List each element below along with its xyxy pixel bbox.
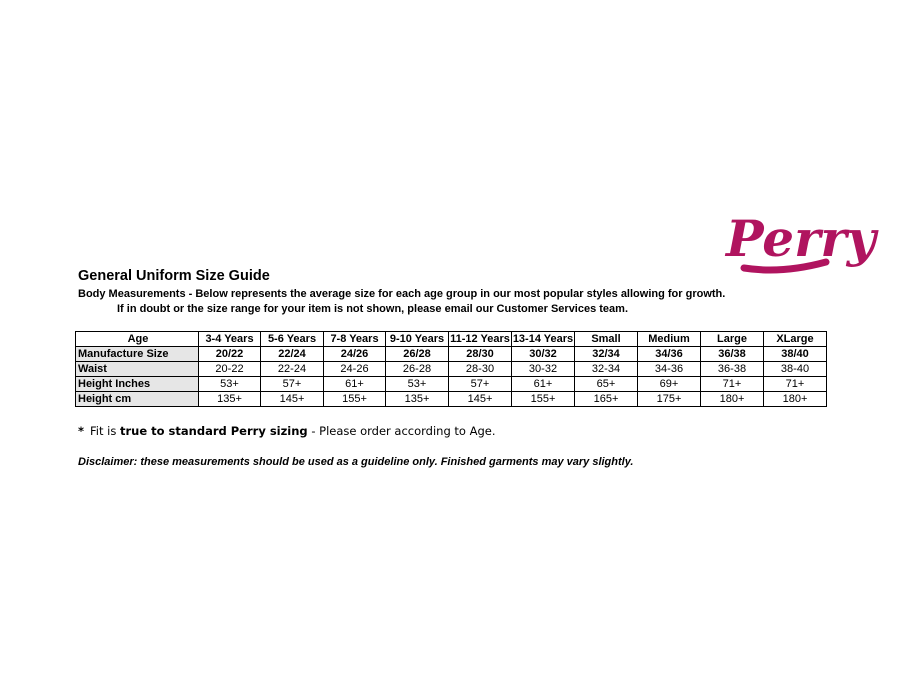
column-header: Large bbox=[701, 332, 764, 347]
table-cell: 155+ bbox=[512, 392, 575, 407]
perry-logo-icon bbox=[722, 198, 876, 280]
column-header: Small bbox=[575, 332, 638, 347]
column-header: XLarge bbox=[764, 332, 827, 347]
table-cell: 28-30 bbox=[449, 362, 512, 377]
table-cell: 34/36 bbox=[638, 347, 701, 362]
column-header: 9-10 Years bbox=[386, 332, 449, 347]
table-cell: 61+ bbox=[324, 377, 386, 392]
logo-text: Perry bbox=[726, 209, 876, 268]
note-bullet: * bbox=[78, 424, 85, 438]
table-cell: 69+ bbox=[638, 377, 701, 392]
note-suffix: - Please order according to Age. bbox=[307, 424, 496, 438]
note-bold: true to standard Perry sizing bbox=[120, 424, 308, 438]
table-cell: 38-40 bbox=[764, 362, 827, 377]
page-subtitle: Body Measurements - Below represents the average size for each age group in our most popular styles allowing for growth. bbox=[78, 288, 726, 300]
table-cell: 53+ bbox=[199, 377, 261, 392]
table-cell: 32-34 bbox=[575, 362, 638, 377]
table-cell: 30/32 bbox=[512, 347, 575, 362]
table-cell: 71+ bbox=[764, 377, 827, 392]
column-header: 5-6 Years bbox=[261, 332, 324, 347]
table-cell: 32/34 bbox=[575, 347, 638, 362]
table-cell: 57+ bbox=[261, 377, 324, 392]
table-header-row bbox=[76, 332, 827, 347]
table-cell: 30-32 bbox=[512, 362, 575, 377]
table-cell: 135+ bbox=[386, 392, 449, 407]
table-cell: 175+ bbox=[638, 392, 701, 407]
column-header: 3-4 Years bbox=[199, 332, 261, 347]
fit-note bbox=[78, 424, 496, 438]
table-cell: 155+ bbox=[324, 392, 386, 407]
size-table bbox=[75, 331, 827, 407]
column-header: 13-14 Years bbox=[512, 333, 574, 345]
row-label: Height Inches bbox=[76, 377, 199, 392]
table-cell: 34-36 bbox=[638, 362, 701, 377]
table-cell: 165+ bbox=[575, 392, 638, 407]
table-cell: 135+ bbox=[199, 392, 261, 407]
page-subtitle-contact: If in doubt or the size range for your item is not shown, please email our Customer Services team. bbox=[117, 303, 629, 315]
table-cell: 71+ bbox=[701, 377, 764, 392]
table-cell: 36-38 bbox=[701, 362, 764, 377]
table-row bbox=[76, 347, 827, 362]
table-cell: 38/40 bbox=[764, 347, 827, 362]
row-label: Waist bbox=[76, 362, 199, 377]
table-row bbox=[76, 377, 827, 392]
table-cell: 65+ bbox=[575, 377, 638, 392]
column-header: Medium bbox=[638, 332, 701, 347]
table-cell: 57+ bbox=[449, 377, 512, 392]
table-cell: 53+ bbox=[386, 377, 449, 392]
table-cell: 180+ bbox=[764, 392, 827, 407]
table-cell: 20/22 bbox=[199, 347, 261, 362]
table-cell: 145+ bbox=[261, 392, 324, 407]
table-cell: 28/30 bbox=[449, 347, 512, 362]
row-label: Age bbox=[76, 332, 199, 347]
table-cell: 22-24 bbox=[261, 362, 324, 377]
perry-logo bbox=[722, 198, 876, 280]
page-title: General Uniform Size Guide bbox=[78, 268, 270, 284]
table-cell: 61+ bbox=[512, 377, 575, 392]
table-cell: 26-28 bbox=[386, 362, 449, 377]
table-cell: 24/26 bbox=[324, 347, 386, 362]
column-header: 7-8 Years bbox=[324, 332, 386, 347]
row-label: Manufacture Size bbox=[76, 347, 199, 362]
table-cell: 20-22 bbox=[199, 362, 261, 377]
column-header: 11-12 Years bbox=[450, 333, 510, 345]
table-row bbox=[76, 362, 827, 377]
table-cell: 180+ bbox=[701, 392, 764, 407]
table-cell: 22/24 bbox=[261, 347, 324, 362]
table-row bbox=[76, 392, 827, 407]
note-prefix: Fit is bbox=[90, 424, 120, 438]
table-cell: 26/28 bbox=[386, 347, 449, 362]
disclaimer: Disclaimer: these measurements should be used as a guideline only. Finished garments may vary slightly. bbox=[78, 456, 634, 468]
table-cell: 24-26 bbox=[324, 362, 386, 377]
table-cell: 145+ bbox=[449, 392, 512, 407]
table-cell: 36/38 bbox=[701, 347, 764, 362]
row-label: Height cm bbox=[76, 392, 199, 407]
